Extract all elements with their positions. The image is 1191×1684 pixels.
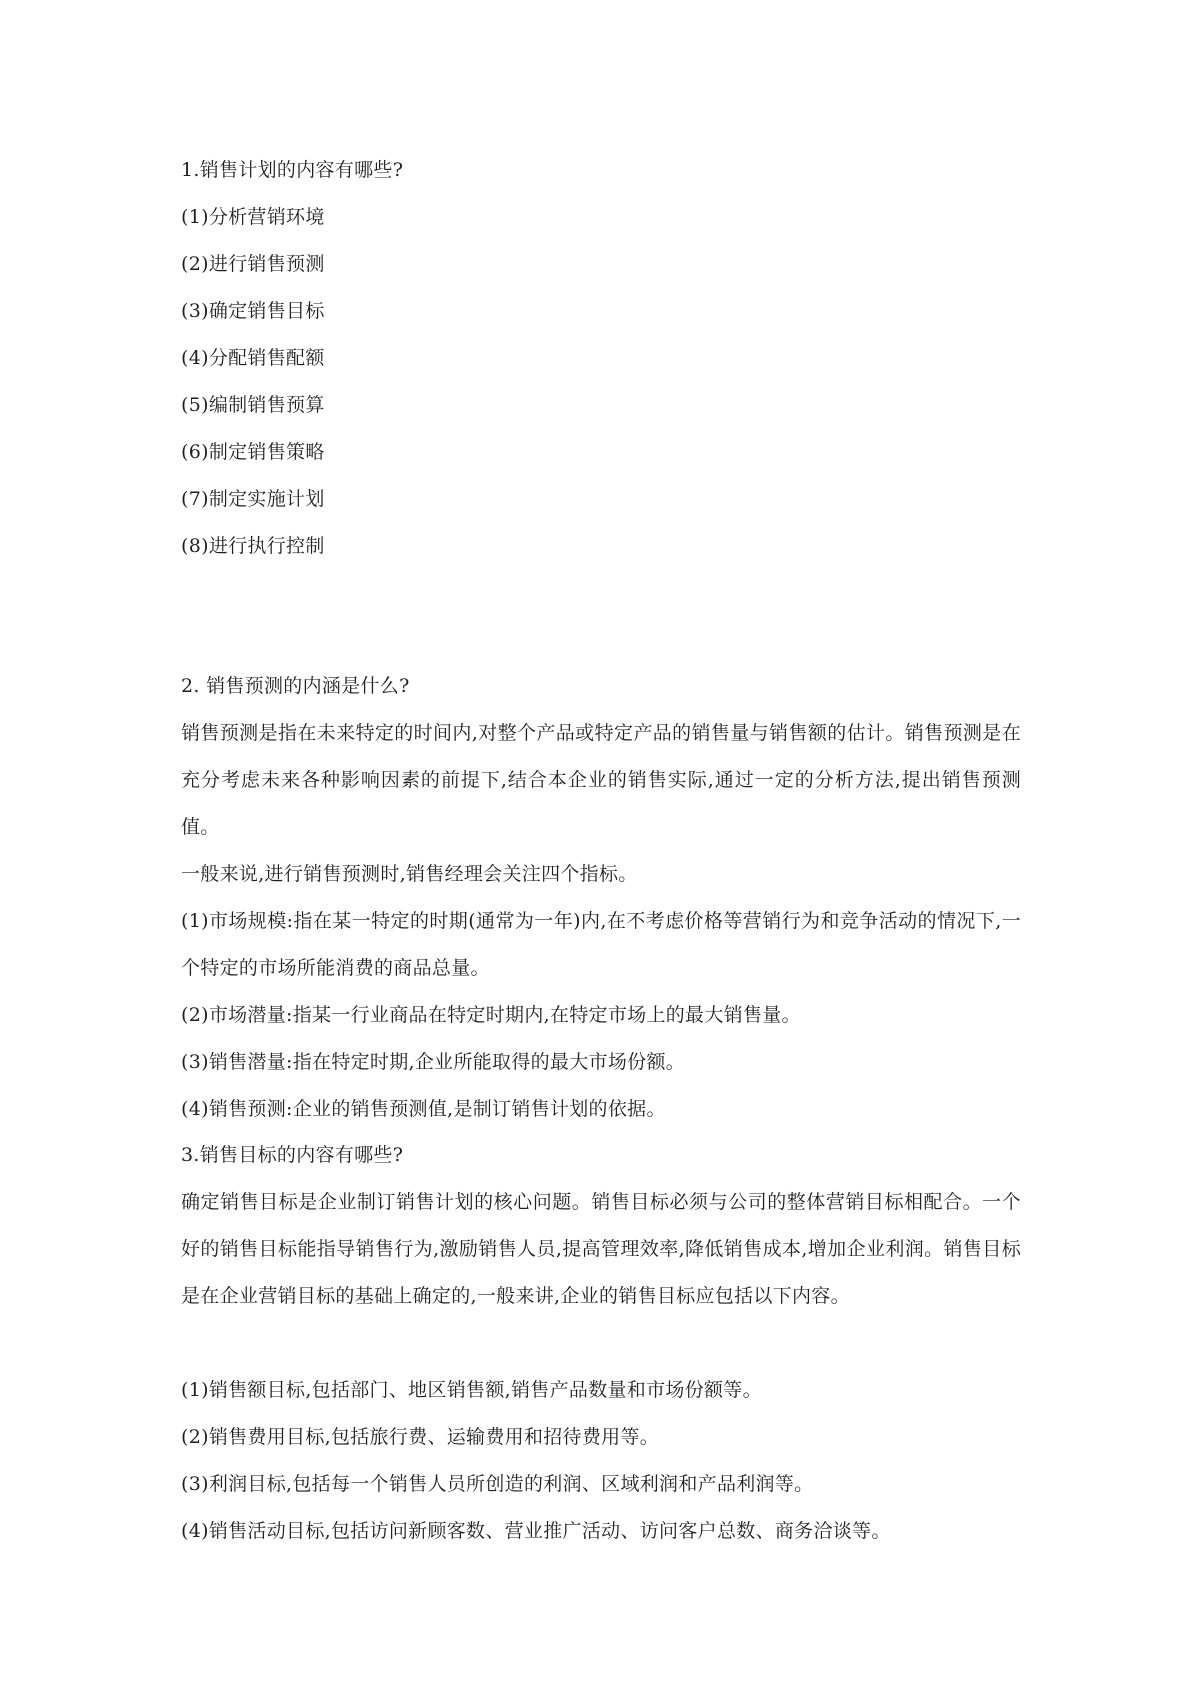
list-item: (6)制定销售策略 bbox=[181, 441, 325, 463]
list-item: (3)确定销售目标 bbox=[181, 300, 325, 322]
paragraph: 一般来说,进行销售预测时,销售经理会关注四个指标。 bbox=[181, 863, 638, 885]
list-item: (1)销售额目标,包括部门、地区销售额,销售产品数量和市场份额等。 bbox=[181, 1379, 762, 1401]
paragraph: 确定销售目标是企业制订销售计划的核心问题。销售目标必须与公司的整体营销目标相配合。一个好的销售目标能指导销售行为,激励销售人员,提高管理效率,降低销售成本,增加企业利润。销售目标是在企业营销目标的基础上确定的,一般来讲,企业的销售目标应包括以下内容。 bbox=[181, 1191, 1021, 1307]
section-heading: 1.销售计划的内容有哪些? bbox=[181, 159, 404, 181]
list-item: (4)销售活动目标,包括访问新顾客数、营业推广活动、访问客户总数、商务洽谈等。 bbox=[181, 1520, 891, 1542]
list-item: (1)市场规模:指在某一特定的时期(通常为一年)内,在不考虑价格等营销行为和竞争活动的情况下,一个特定的市场所能消费的商品总量。 bbox=[181, 910, 1021, 979]
list-item: (5)编制销售预算 bbox=[181, 394, 325, 416]
list-item: (3)销售潜量:指在特定时期,企业所能取得的最大市场份额。 bbox=[181, 1051, 686, 1073]
list-item: (2)销售费用目标,包括旅行费、运输费用和招待费用等。 bbox=[181, 1426, 660, 1448]
list-item: (8)进行执行控制 bbox=[181, 535, 325, 557]
list-item: (7)制定实施计划 bbox=[181, 488, 325, 510]
section-heading: 3.销售目标的内容有哪些? bbox=[181, 1144, 404, 1166]
list-item: (4)销售预测:企业的销售预测值,是制订销售计划的依据。 bbox=[181, 1098, 666, 1120]
list-item: (1)分析营销环境 bbox=[181, 206, 325, 228]
paragraph: 销售预测是指在未来特定的时间内,对整个产品或特定产品的销售量与销售额的估计。销售预测是在充分考虑未来各种影响因素的前提下,结合本企业的销售实际,通过一定的分析方法,提出销售预测值。 bbox=[181, 722, 1021, 838]
section-sales-plan bbox=[181, 147, 1021, 570]
list-item: (4)分配销售配额 bbox=[181, 347, 325, 369]
list-item: (2)市场潜量:指某一行业商品在特定时期内,在特定市场上的最大销售量。 bbox=[181, 1004, 801, 1026]
section-sales-targets bbox=[181, 1132, 1021, 1555]
section-heading: 2. 销售预测的内涵是什么? bbox=[181, 675, 410, 697]
list-item: (2)进行销售预测 bbox=[181, 253, 325, 275]
list-item: (3)利润目标,包括每一个销售人员所创造的利润、区域利润和产品利润等。 bbox=[181, 1473, 814, 1495]
section-sales-forecast bbox=[181, 663, 1021, 1133]
